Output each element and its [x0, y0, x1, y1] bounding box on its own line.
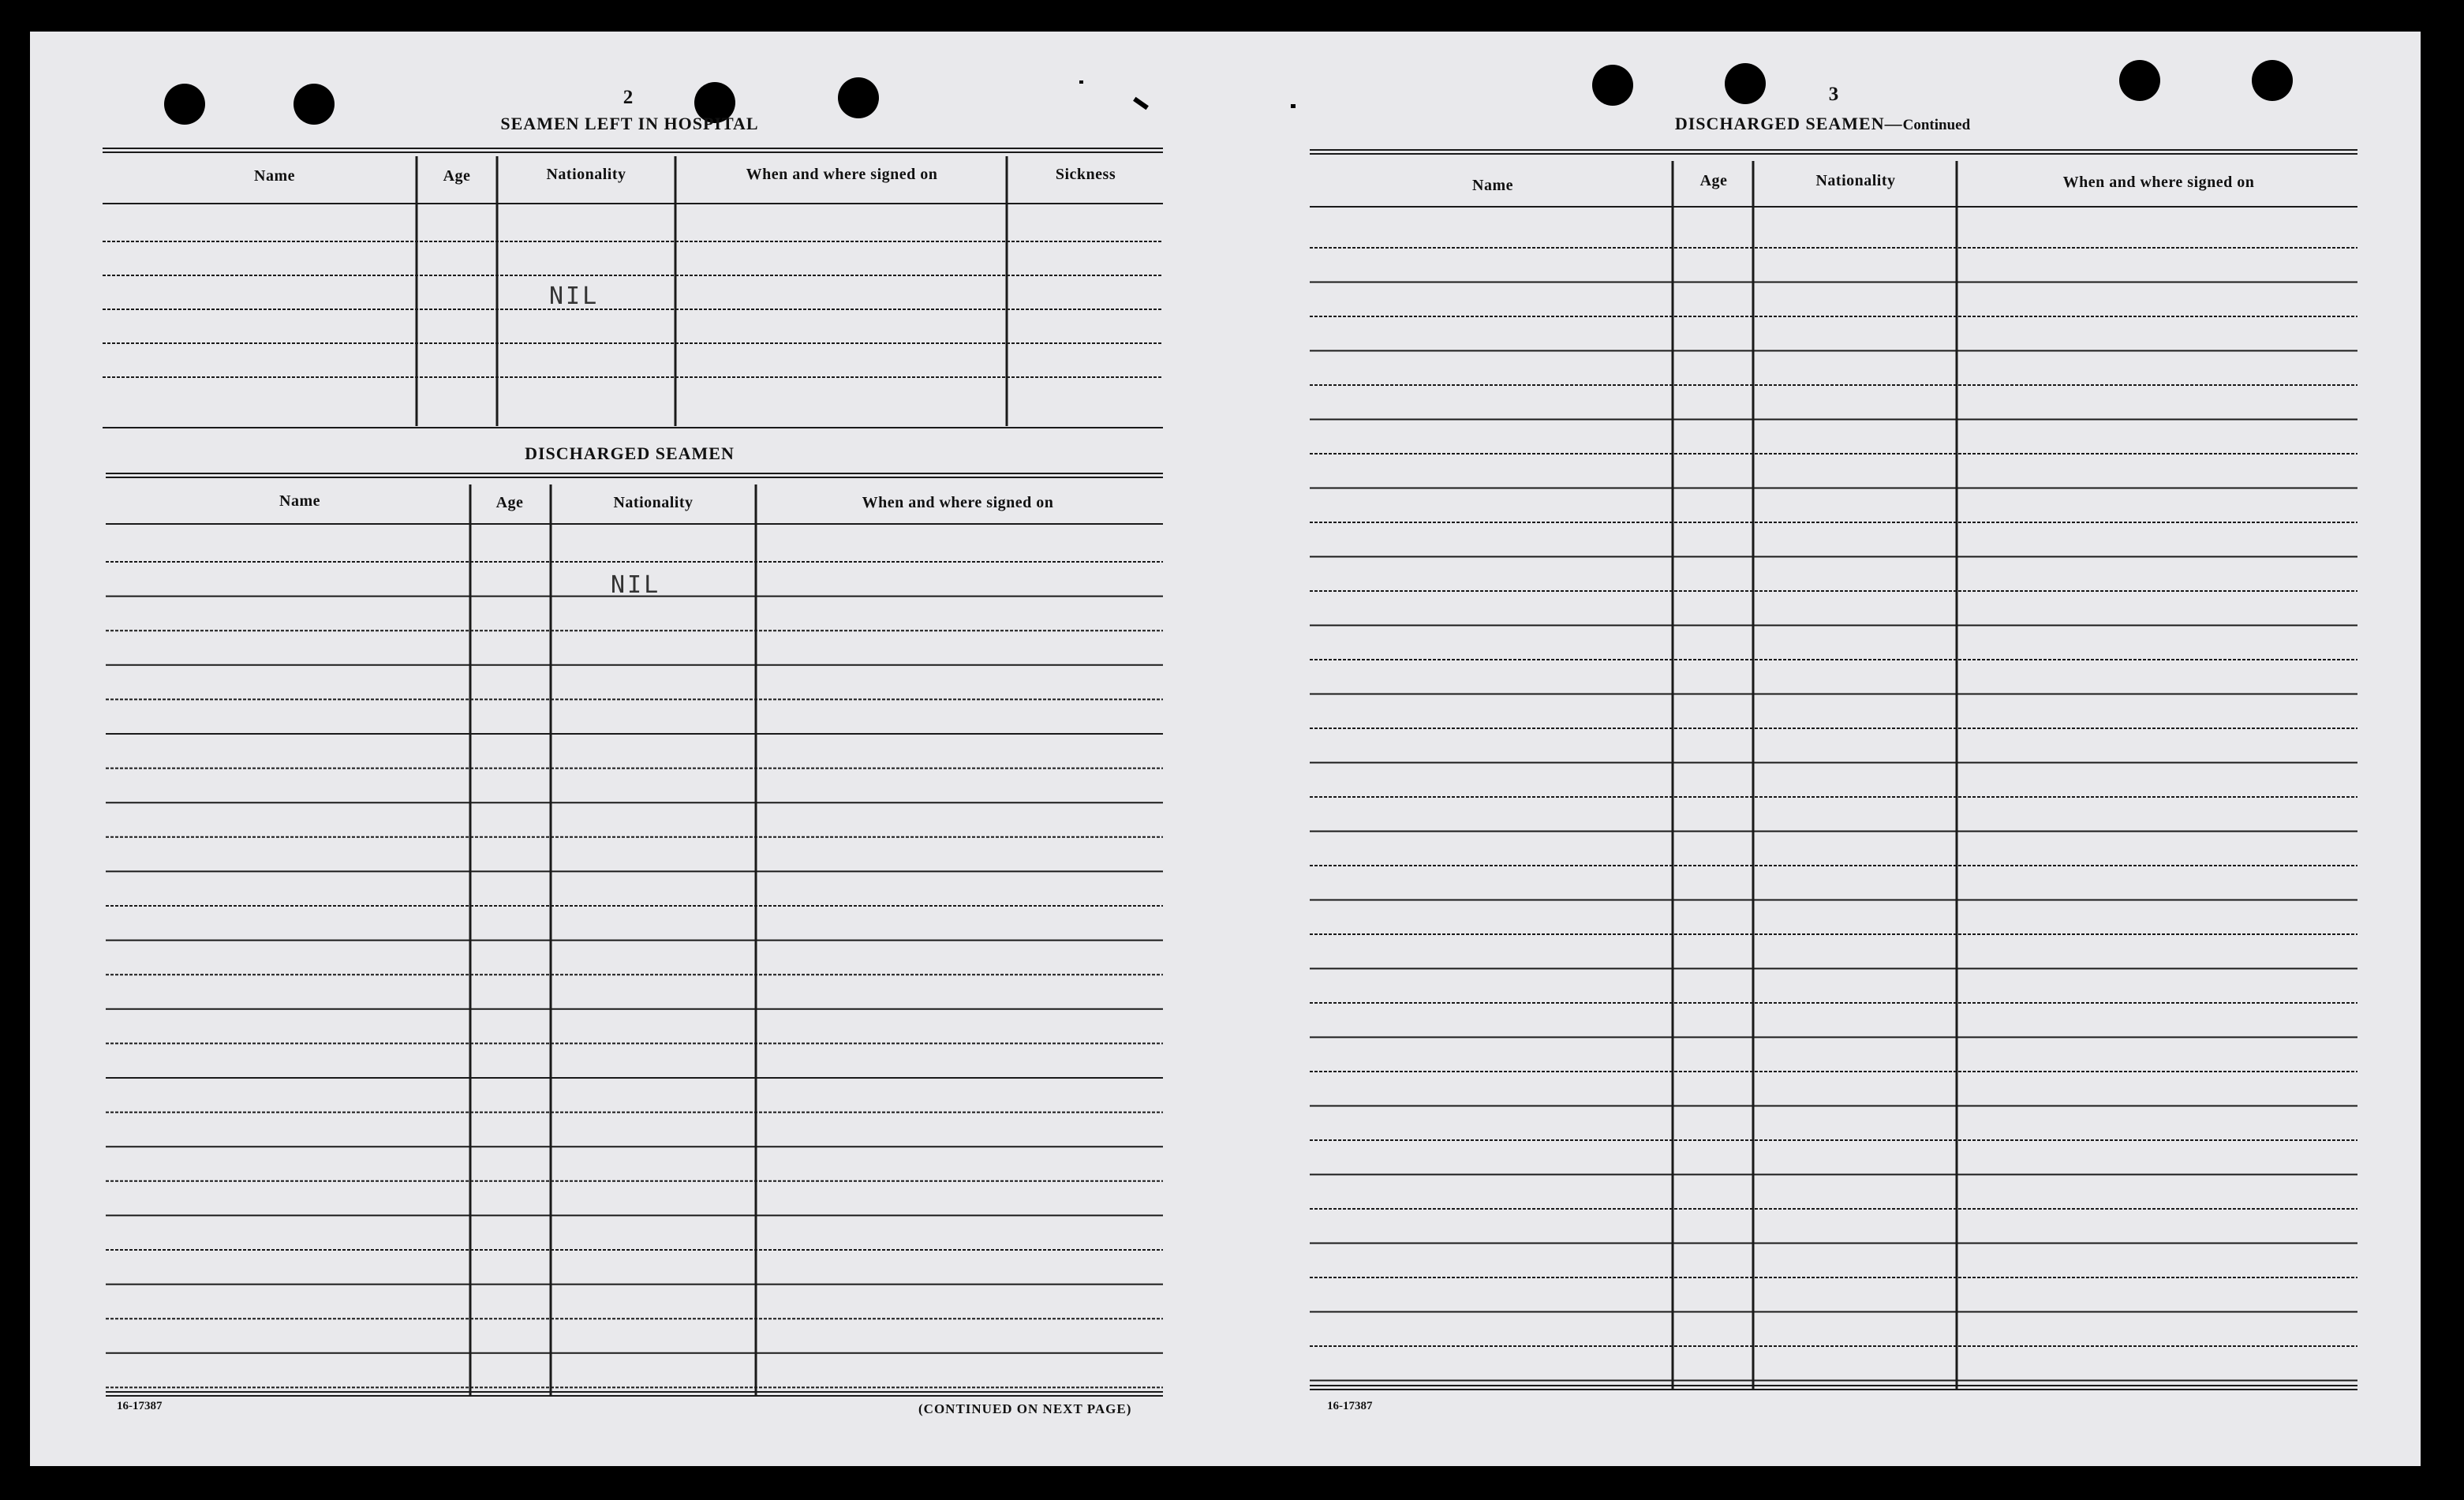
ink-mark [1291, 104, 1296, 108]
column-header-name: Name [254, 167, 295, 185]
binder-hole [2119, 60, 2160, 101]
column-header-name: Name [279, 492, 320, 510]
binder-hole [838, 77, 879, 118]
column-header-signed-on: When and where signed on [746, 166, 938, 183]
ink-mark [1079, 80, 1083, 84]
column-header-sickness: Sickness [1055, 166, 1116, 183]
section-title-discharged: DISCHARGED SEAMEN [525, 443, 735, 463]
ledger-sheet [30, 32, 2421, 1466]
binder-hole [1725, 63, 1766, 104]
section-title-discharged-continued [1617, 114, 2028, 134]
nil-entry: NIL [549, 282, 600, 310]
nil-entry: NIL [611, 571, 661, 599]
binder-hole [164, 84, 205, 125]
title-text: DISCHARGED SEAMEN— [1674, 114, 1903, 133]
page-number: 2 [623, 87, 634, 108]
column-header-nationality: Nationality [613, 494, 694, 511]
title-suffix: Continued [1902, 117, 1971, 133]
form-number: 16-17387 [1327, 1400, 1373, 1412]
column-header-age: Age [495, 494, 524, 511]
column-header-nationality: Nationality [1815, 172, 1896, 189]
continued-note: (CONTINUED ON NEXT PAGE) [918, 1401, 1132, 1416]
binder-hole [1592, 65, 1633, 106]
column-header-nationality: Nationality [546, 166, 626, 183]
column-header-age: Age [1699, 172, 1728, 189]
section-title-hospital: SEAMEN LEFT IN HOSPITAL [500, 114, 759, 133]
column-header-name: Name [1472, 177, 1513, 194]
form-rules [30, 32, 2421, 1466]
column-header-signed-on: When and where signed on [862, 494, 1054, 511]
binder-hole [294, 84, 335, 125]
binder-hole [2252, 60, 2293, 101]
form-number: 16-17387 [117, 1400, 163, 1412]
column-header-signed-on: When and where signed on [2062, 174, 2255, 191]
page-number: 3 [1828, 84, 1839, 105]
column-header-age: Age [443, 167, 471, 185]
